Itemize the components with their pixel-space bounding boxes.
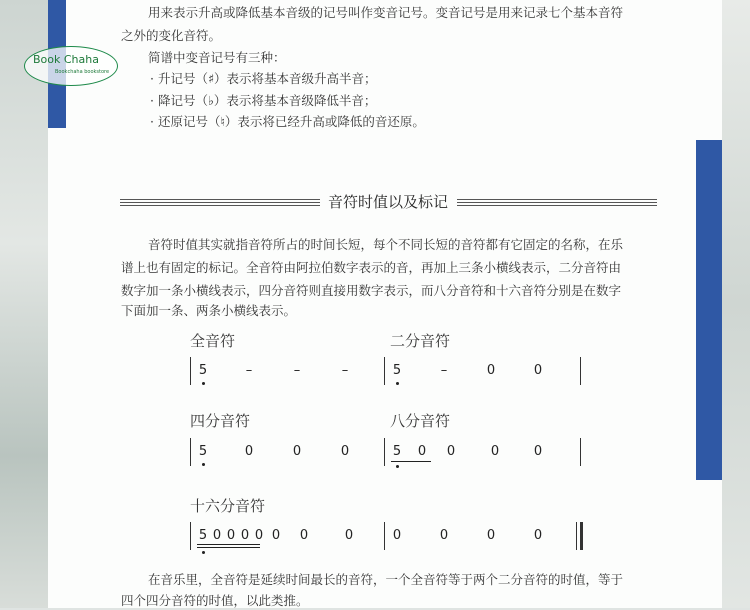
sixteenth-rest: 0 [212, 528, 222, 543]
sixteenth-rest: 0 [439, 528, 449, 543]
para2-line-2: 四个四分音符的时值，以此类推。 [121, 593, 309, 608]
quarter-rest: 0 [340, 444, 350, 459]
bullet-natural: · 还原记号（♮）表示将已经升高或降低的音还原。 [150, 114, 425, 129]
eighth-rest: 0 [446, 444, 456, 459]
bullet-sharp: · 升记号（♯）表示将基本音级升高半音； [150, 71, 377, 86]
sixteenth-rest: 0 [533, 528, 543, 543]
eighth-rest: 0 [490, 444, 500, 459]
sixteenth-rest: 0 [392, 528, 402, 543]
bullet-flat: · 降记号（♭）表示将基本音级降低半音； [150, 93, 377, 108]
background-left [0, 0, 48, 608]
intro-line-2: 之外的变化音符。 [121, 28, 222, 43]
background-right [722, 0, 750, 608]
sixteenth-rest: 0 [486, 528, 496, 543]
para1-line-3: 数字加一条小横线表示，四分音符则直接用数字表示，而八分音符和十六音符分别是在数字 [121, 283, 622, 298]
eighth-note: 5 [392, 444, 402, 459]
intro-line-3: 简谱中变音记号有三种： [148, 50, 286, 65]
sixteenth-rest: 0 [271, 528, 281, 543]
sixteenth-note: 5 [198, 528, 208, 543]
intro-line-1: 用来表示升高或降低基本音级的记号叫作变音记号。变音记号是用来记录七个基本音符 [148, 5, 624, 20]
whole-note: 5 [198, 363, 208, 378]
sixteenth-rest: 0 [226, 528, 236, 543]
quarter-rest: 0 [244, 444, 254, 459]
para1-line-1: 音符时值其实就指音符所占的时间长短，每个不同长短的音符都有它固定的名称，在乐 [148, 237, 624, 252]
para1-line-2: 谱上也有固定的标记。全音符由阿拉伯数字表示的音，再加上三条小横线表示，二分音符由 [121, 260, 622, 275]
section-header [120, 190, 657, 214]
eighth-rest: 0 [417, 444, 427, 459]
watermark-logo [24, 46, 118, 86]
label-half-note: 二分音符 [390, 332, 451, 350]
label-sixteenth-note: 十六分音符 [190, 497, 266, 515]
whole-dash: – [293, 363, 301, 378]
half-dash: – [440, 363, 448, 378]
blue-ribbon-right [696, 140, 722, 480]
sixteenth-rest: 0 [254, 528, 264, 543]
label-whole-note: 全音符 [190, 332, 236, 350]
half-rest: 0 [486, 363, 496, 378]
quarter-note: 5 [198, 444, 208, 459]
label-quarter-note: 四分音符 [190, 412, 251, 430]
watermark-sub: Bookchaha bookstore [55, 69, 110, 75]
sixteenth-rest: 0 [240, 528, 250, 543]
whole-dash: – [341, 363, 349, 378]
sixteenth-rest: 0 [299, 528, 309, 543]
quarter-rest: 0 [292, 444, 302, 459]
sixteenth-rest: 0 [344, 528, 354, 543]
half-note: 5 [392, 363, 402, 378]
para2-line-1: 在音乐里，全音符是延续时间最长的音符，一个全音符等于两个二分音符的时值，等于 [148, 572, 624, 587]
section-title: 音符时值以及标记 [328, 193, 449, 211]
eighth-rest: 0 [533, 444, 543, 459]
label-eighth-note: 八分音符 [390, 412, 451, 430]
para1-line-4: 下面加一条、两条小横线表示。 [121, 303, 297, 318]
watermark-name: Book Chaha [33, 53, 99, 66]
half-rest: 0 [533, 363, 543, 378]
whole-dash: – [245, 363, 253, 378]
